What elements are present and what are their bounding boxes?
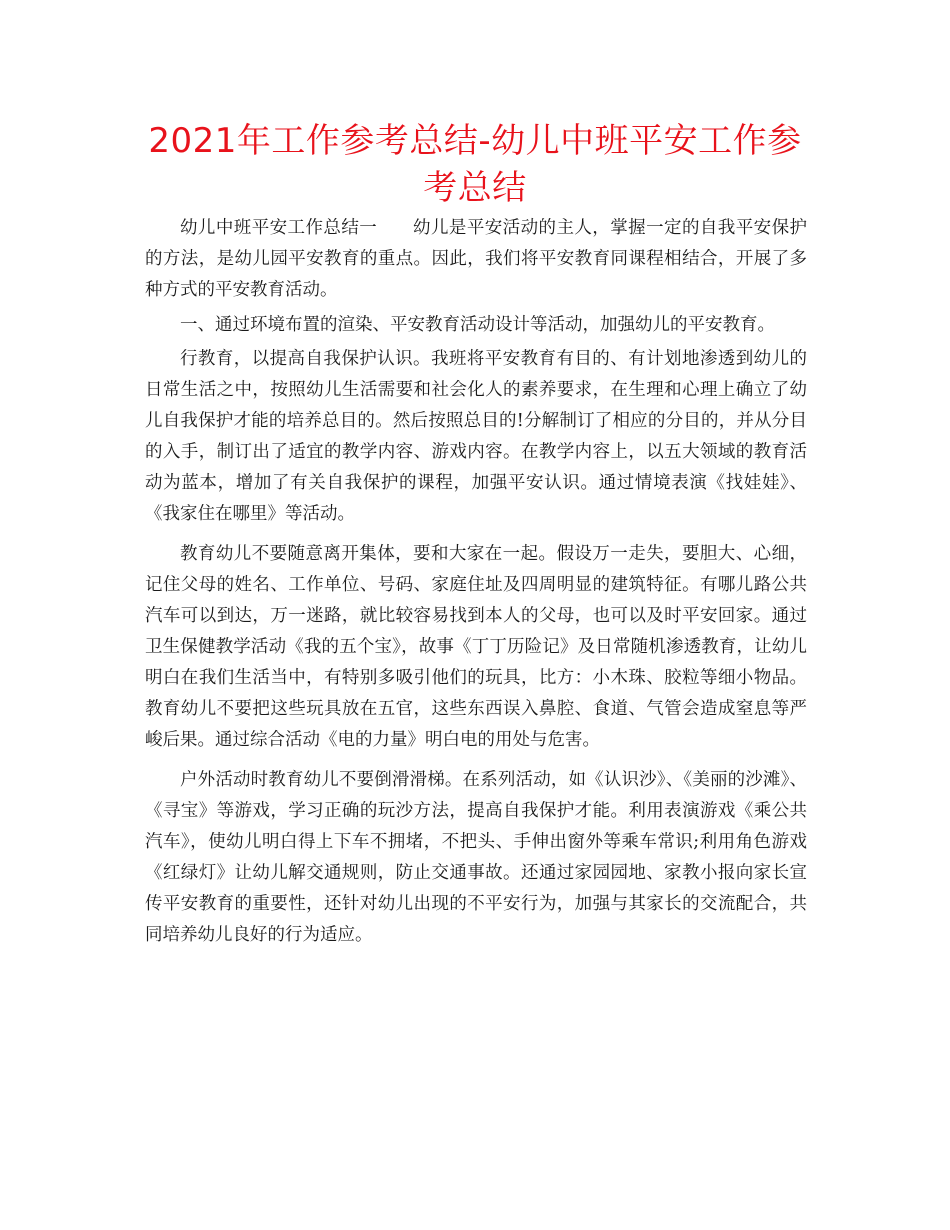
paragraph: 幼儿中班平安工作总结一 幼儿是平安活动的主人，掌握一定的自我平安保护的方法，是幼儿园平安教育的重点。因此，我们将平安教育同课程相结合，开展了多种方式的平安教育活动。 bbox=[145, 218, 807, 300]
paragraph: 一、通过环境布置的渲染、平安教育活动设计等活动，加强幼儿的平安教育。 bbox=[180, 314, 775, 335]
document-body bbox=[145, 213, 807, 955]
document-title: 2021年工作参考总结-幼儿中班平安工作参考总结 bbox=[148, 121, 802, 208]
paragraph: 行教育，以提高自我保护认识。我班将平安教育有目的、有计划地渗透到幼儿的日常生活之中，按照幼儿生活需要和社会化人的素养要求，在生理和心理上确立了幼儿自我保护才能的培养总目的。然后按照总目的!分解制订了相应的分目的，并从分目的入手，制订出了适宜的教学内容、游戏内容。在教学内容上，以五大领域的教育活动为蓝本，增加了有关自我保护的课程，加强平安认识。通过情境表演《找娃娃》、《我家住在哪里》等活动。 bbox=[145, 349, 807, 524]
paragraph: 户外活动时教育幼儿不要倒滑滑梯。在系列活动，如《认识沙》、《美丽的沙滩》、《寻宝》等游戏，学习正确的玩沙方法，提高自我保护才能。利用表演游戏《乘公共汽车》，使幼儿明白得上下车不拥堵，不把头、手伸出窗外等乘车常识;利用角色游戏《红绿灯》让幼儿解交通规则，防止交通事故。还通过家园园地、家教小报向家长宣传平安教育的重要性，还针对幼儿出现的不平安行为，加强与其家长的交流配合，共同培养幼儿良好的行为适应。 bbox=[145, 770, 807, 945]
paragraph: 教育幼儿不要随意离开集体，要和大家在一起。假设万一走失，要胆大、心细，记住父母的姓名、工作单位、号码、家庭住址及四周明显的建筑特征。有哪儿路公共汽车可以到达，万一迷路，就比较容易找到本人的父母，也可以及时平安回家。通过卫生保健教学活动《我的五个宝》，故事《丁丁历险记》及日常随机渗透教育，让幼儿明白在我们生活当中，有特别多吸引他们的玩具，比方：小木珠、胶粒等细小物品。教育幼儿不要把这些玩具放在五官，这些东西误入鼻腔、食道、气管会造成窒息等严峻后果。通过综合活动《电的力量》明白电的用处与危害。 bbox=[145, 544, 807, 750]
